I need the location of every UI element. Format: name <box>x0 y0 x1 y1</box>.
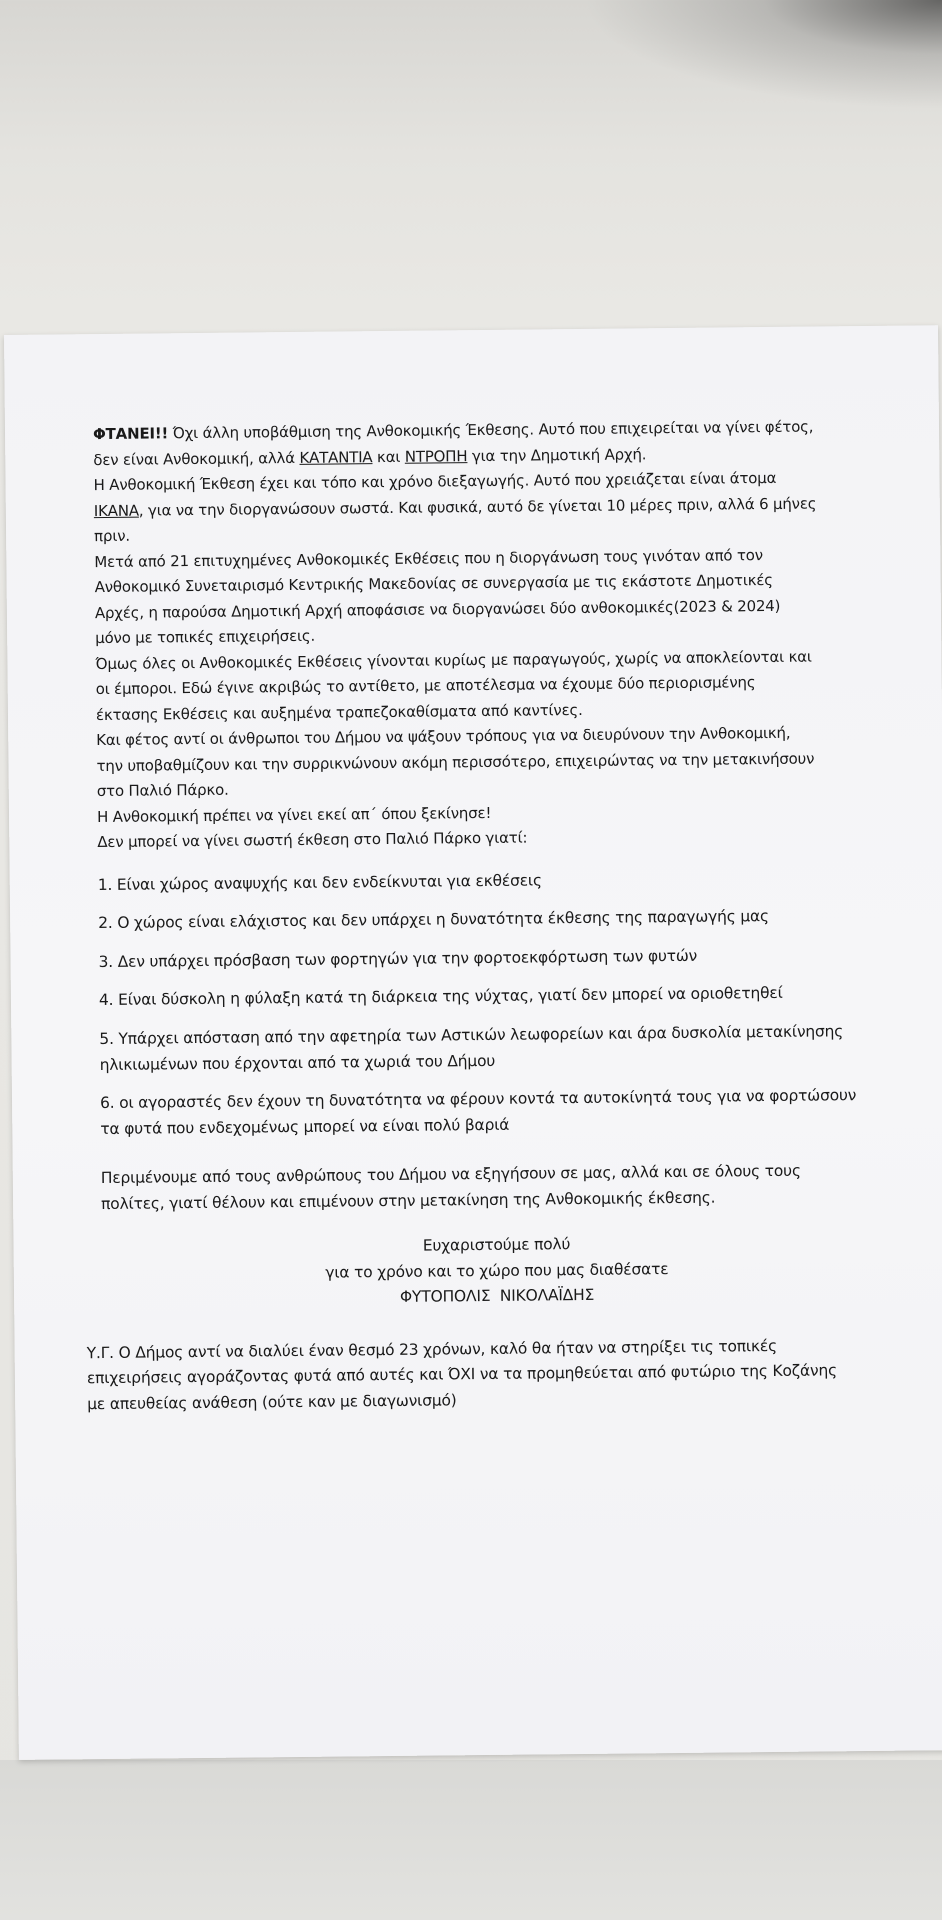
letter-body <box>86 414 893 1417</box>
emphasis-capable: ΙΚΑΝΑ <box>93 501 139 520</box>
history-line: Δεν μπορεί να γίνει σωστή έκθεση στο Παλιό Πάρκο γιατί: <box>97 828 528 852</box>
letter-headline: ΦΤΑΝΕΙ!! <box>92 424 169 444</box>
emphasis-shame-1: ΚΑΤΑΝΤΙΑ <box>299 447 373 467</box>
letter-sheet <box>4 325 942 1760</box>
intro-line-4: ΙΚΑΝΑ, για να την διοργανώσουν σωστά. Και φυσικά, αυτό δε γίνεται 10 μέρες πριν, αλλά 6 μήνες <box>93 494 817 520</box>
reason-item: 6. οι αγοραστές δεν έχουν τη δυνατότητα να φέρουν κοντά τα αυτοκίνητά τους για να φορτώσουν <box>99 1086 857 1113</box>
history-line: την υποβαθμίζουν και την συρρικνώνουν ακόμη περισσότερο, επιχειρώντας να την μετακινήσουν <box>96 749 815 775</box>
reason-item-continuation: ηλικιωμένων που έρχονται από τα χωριά του Δήμου <box>99 1051 496 1074</box>
history-line: Και φέτος αντί οι άνθρωποι του Δήμου να ψάξουν τρόπους για να διευρύνουν την Ανθοκομική, <box>96 723 791 750</box>
intro-line-3: Η Ανθοκομική Έκθεση έχει και τόπο και χρόνο διεξαγωγής. Αυτό που χρειάζεται είναι άτομα <box>93 468 777 495</box>
signatory-name: ΦΥΤΟΠΟΛΙΣ ΝΙΚΟΛΑΪΔΗΣ <box>399 1285 595 1306</box>
history-line: Η Ανθοκομική πρέπει να γίνει εκεί απ΄ όπου ξεκίνησε! <box>96 803 492 826</box>
postscript-line: Υ.Γ. Ο Δήμος αντί να διαλύει έναν θεσμό 23 χρόνων, καλό θα ήταν να στηρίξει τις τοπικές <box>86 1336 777 1362</box>
history-line: έκτασης Εκθέσεις και αυξημένα τραπεζοκαθίσματα από καντίνες. <box>95 700 583 724</box>
intro-line-1: ΦΤΑΝΕΙ!! Όχι άλλη υποβάθμιση της Ανθοκομικής Έκθεσης. Αυτό που επιχειρείται να γίνει φέτος, <box>92 417 814 444</box>
closing-line: Περιμένουμε από τους ανθρώπους του Δήμου να εξηγήσουν σε μας, αλλά και σε όλους τους <box>100 1161 801 1188</box>
emphasis-shame-2: ΝΤΡΟΠΗ <box>404 446 468 466</box>
closing-line: πολίτες, γιατί θέλουν και επιμένουν στην μετακίνηση της Ανθοκομικής έκθεσης. <box>101 1188 716 1213</box>
history-line: στο Παλιό Πάρκο. <box>96 780 229 801</box>
background-shadow <box>582 0 942 110</box>
reasons-list <box>98 863 891 1142</box>
history-line: Αρχές, η παρούσα Δημοτική Αρχή αποφάσισε να διοργανώσει δύο ανθοκομικές(2023 & 2024) <box>94 596 781 622</box>
table-surface <box>0 1760 942 1920</box>
reason-item-continuation: τα φυτά που ενδεχομένως μπορεί να είναι πολύ βαριά <box>100 1115 510 1139</box>
intro-line-2: δεν είναι Ανθοκομική, αλλά ΚΑΤΑΝΤΙΑ και ΝΤΡΟΠΗ για την Δημοτική Αρχή. <box>93 444 647 469</box>
postscript-line: με απευθείας ανάθεση (ούτε καν με διαγωνισμό) <box>87 1390 457 1413</box>
thanks-line: Ευχαριστούμε πολύ <box>422 1235 571 1255</box>
history-line: Μετά από 21 επιτυχημένες Ανθοκομικές Εκθέσεις που η διοργάνωση τους γινόταν από τον <box>94 545 763 571</box>
reason-item: 1. Είναι χώρος αναψυχής και δεν ενδείκνυται για εκθέσεις <box>97 870 542 894</box>
history-line: Ανθοκομικό Συνεταιρισμό Κεντρικής Μακεδονίας σε συνεργασία με τις εκάστοτε Δημοτικές <box>94 570 773 597</box>
reason-item: 4. Είναι δύσκολη η φύλαξη κατά τη διάρκεια της νύχτας, γιατί δεν μπορεί να οριοθετηθεί <box>98 983 783 1010</box>
closing-paragraph <box>101 1158 891 1217</box>
history-line: μόνο με τοπικές επιχειρήσεις. <box>95 626 316 648</box>
reason-item: 3. Δεν υπάρχει πρόσβαση των φορτηγών για την φορτοεκφόρτωση των φυτών <box>98 946 698 971</box>
signature-block <box>101 1229 892 1314</box>
history-line: οι έμποροι. Εδώ έγινε ακριβώς το αντίθετο, με αποτέλεσμα να έχουμε δύο περιορισμένης <box>95 673 756 699</box>
reason-item: 5. Υπάρχει απόσταση από την αφετηρία των Αστικών λεωφορείων και άρα δυσκολία μετακίνησης <box>99 1021 844 1048</box>
postscript-line: επιχειρήσεις αγοράζοντας φυτά από αυτές και ΌΧΙ να τα προμηθεύεται από φυτώριο της Κοζάνης <box>86 1361 838 1388</box>
intro-line-5: πριν. <box>94 526 130 546</box>
thanks-detail-line: για το χρόνο και το χώρο που μας διαθέσατε <box>325 1259 669 1282</box>
reason-item: 2. Ο χώρος είναι ελάχιστος και δεν υπάρχει η δυνατότητα έκθεσης της παραγωγής μας <box>98 907 769 933</box>
history-line: Όμως όλες οι Ανθοκομικές Εκθέσεις γίνονται κυρίως με παραγωγούς, χωρίς να αποκλείονται και <box>95 647 812 673</box>
postscript <box>87 1332 894 1417</box>
